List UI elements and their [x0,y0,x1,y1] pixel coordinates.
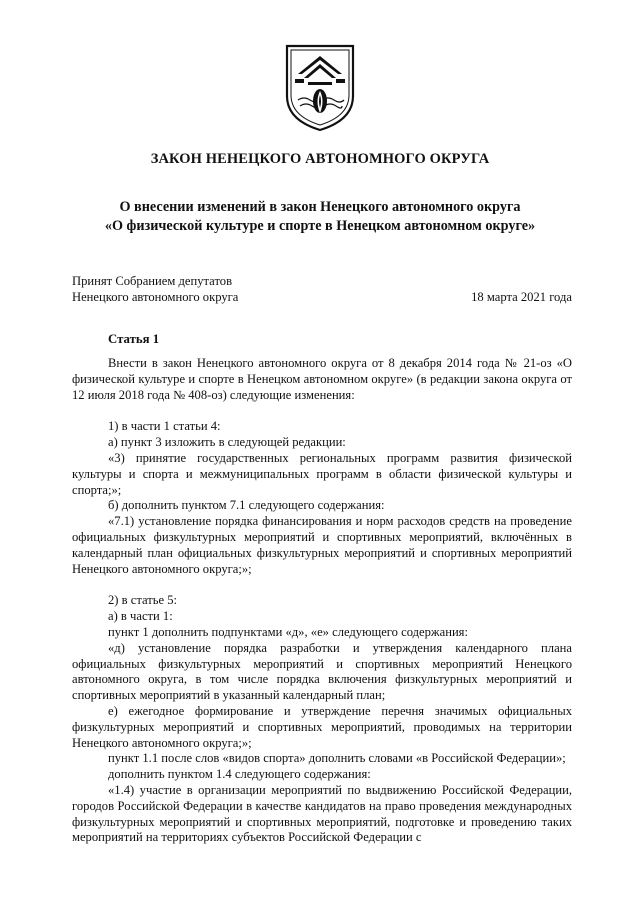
subtitle-line: О внесении изменений в закон Ненецкого автономного округа [119,199,521,215]
law-title: ЗАКОН НЕНЕЦКОГО АВТОНОМНОГО ОКРУГА [150,151,490,167]
paragraph: 2) в статье 5: [108,593,178,608]
adoption-text: Ненецкого автономного округа [72,290,239,304]
paragraph: «1.4) участие в организации мероприятий по выдвижению Российской Федерации, городов Российской Федерации в качестве кандидатов на право проведения международных физкультурных мероприятий и спортивных мероприятий, подготовке и проведению таких мероприятий на территориях субъектов Российской Федерации с [72,782,572,845]
coat-of-arms-icon [284,42,356,132]
law-subtitle [0,198,640,236]
adoption-date: 18 марта 2021 года [471,290,572,304]
subtitle-line: «О физической культуре и спорте в Ненецком автономном округе» [104,218,536,234]
paragraph: пункт 1 дополнить подпунктами «д», «е» следующего содержания: [108,624,468,639]
paragraph: пункт 1.1 после слов «видов спорта» дополнить словами «в Российской Федерации»; [108,751,566,766]
article-heading: Статья 1 [108,332,160,346]
paragraph: дополнить пунктом 1.4 следующего содержания: [108,767,371,782]
paragraph: «д) установление порядка разработки и утверждения календарного плана официальных физкультурных мероприятий и спортивных мероприятий Ненецкого автономного округа, в том числе порядка включения физкультурных мероприятий и спортивных мероприятий в указанный календарный план; [72,640,572,703]
article-body [72,356,572,846]
paragraph: Внести в закон Ненецкого автономного округа от 8 декабря 2014 года № 21-оз «О физической культуре и спорте в Ненецком автономном округе» (в редакции закона округа от 12 июля 2018 года № 408-оз) следующие изменения: [72,356,572,402]
paragraph: «3) принятие государственных региональных программ развития физической культуры и спорта и межмуниципальных программ в области физической культуры и спорта;»; [72,450,572,497]
paragraph: «7.1) установление порядка финансирования и норм расходов средств на проведение официальных физкультурных мероприятий и спортивных мероприятий, включённых в календарный план официальных физкультурных мероприятий и спортивных мероприятий Ненецкого автономного округа;»; [72,514,572,576]
paragraph: а) в части 1: [108,609,173,624]
adoption-block [72,274,572,306]
paragraph: а) пункт 3 изложить в следующей редакции: [108,435,346,450]
paragraph: е) ежегодное формирование и утверждение перечня значимых официальных физкультурных мероприятий и спортивных мероприятий, проводимых на территории Ненецкого автономного округа;»; [72,703,572,750]
paragraph: 1) в части 1 статьи 4: [108,419,221,434]
paragraph: б) дополнить пунктом 7.1 следующего содержания: [108,498,385,513]
adoption-text: Принят Собранием депутатов [72,274,233,288]
